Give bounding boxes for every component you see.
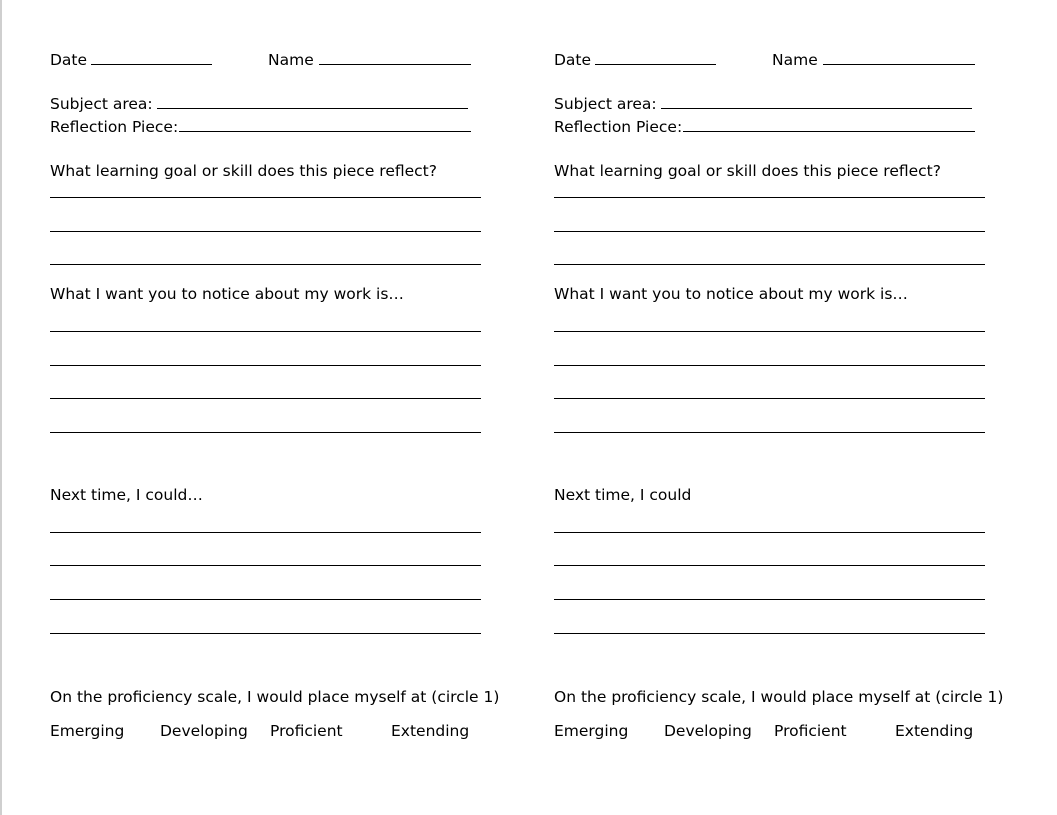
scale-option-emerging[interactable]: Emerging (50, 722, 125, 740)
next-time-answer-line[interactable] (554, 532, 985, 533)
name-field[interactable] (319, 64, 471, 65)
notice-answer-line[interactable] (50, 398, 481, 399)
notice-answer-line[interactable] (554, 398, 985, 399)
next-time-question: Next time, I could (554, 486, 692, 504)
scale-option-extending[interactable]: Extending (895, 722, 974, 740)
scale-option-developing[interactable]: Developing (664, 722, 752, 740)
name-label: Name (268, 51, 314, 69)
learning-goal-answer-line[interactable] (554, 231, 985, 232)
learning-goal-question: What learning goal or skill does this piece reflect? (554, 162, 941, 180)
learning-goal-answer-line[interactable] (554, 264, 985, 265)
name-field[interactable] (823, 64, 975, 65)
learning-goal-answer-line[interactable] (554, 197, 985, 198)
reflection-form-right (554, 0, 1004, 815)
next-time-answer-line[interactable] (554, 565, 985, 566)
scale-option-proficient[interactable]: Proficient (270, 722, 343, 740)
page-left-edge (0, 0, 2, 815)
proficiency-scale-prompt: On the proficiency scale, I would place myself at (circle 1) (554, 688, 1004, 706)
reflection-piece-field[interactable] (179, 131, 471, 132)
notice-question: What I want you to notice about my work is… (554, 285, 908, 303)
subject-area-field[interactable] (661, 108, 972, 109)
next-time-answer-line[interactable] (50, 532, 481, 533)
learning-goal-question: What learning goal or skill does this piece reflect? (50, 162, 437, 180)
reflection-piece-field[interactable] (683, 131, 975, 132)
subject-area-label: Subject area: (50, 95, 153, 113)
subject-area-label: Subject area: (554, 95, 657, 113)
date-field[interactable] (595, 64, 716, 65)
scale-option-emerging[interactable]: Emerging (554, 722, 629, 740)
notice-question: What I want you to notice about my work is… (50, 285, 404, 303)
notice-answer-line[interactable] (50, 365, 481, 366)
learning-goal-answer-line[interactable] (50, 264, 481, 265)
scale-option-extending[interactable]: Extending (391, 722, 470, 740)
reflection-piece-label: Reflection Piece: (554, 118, 683, 136)
subject-area-field[interactable] (157, 108, 468, 109)
notice-answer-line[interactable] (554, 365, 985, 366)
notice-answer-line[interactable] (50, 432, 481, 433)
next-time-answer-line[interactable] (50, 599, 481, 600)
date-label: Date (50, 51, 88, 69)
learning-goal-answer-line[interactable] (50, 197, 481, 198)
next-time-answer-line[interactable] (554, 599, 985, 600)
next-time-answer-line[interactable] (50, 633, 481, 634)
next-time-answer-line[interactable] (50, 565, 481, 566)
next-time-question: Next time, I could… (50, 486, 203, 504)
learning-goal-answer-line[interactable] (50, 231, 481, 232)
date-field[interactable] (91, 64, 212, 65)
notice-answer-line[interactable] (50, 331, 481, 332)
reflection-form-left (50, 0, 500, 815)
notice-answer-line[interactable] (554, 432, 985, 433)
scale-option-proficient[interactable]: Proficient (774, 722, 847, 740)
notice-answer-line[interactable] (554, 331, 985, 332)
scale-option-developing[interactable]: Developing (160, 722, 248, 740)
name-label: Name (772, 51, 818, 69)
proficiency-scale-prompt: On the proficiency scale, I would place myself at (circle 1) (50, 688, 500, 706)
date-label: Date (554, 51, 592, 69)
next-time-answer-line[interactable] (554, 633, 985, 634)
reflection-piece-label: Reflection Piece: (50, 118, 179, 136)
